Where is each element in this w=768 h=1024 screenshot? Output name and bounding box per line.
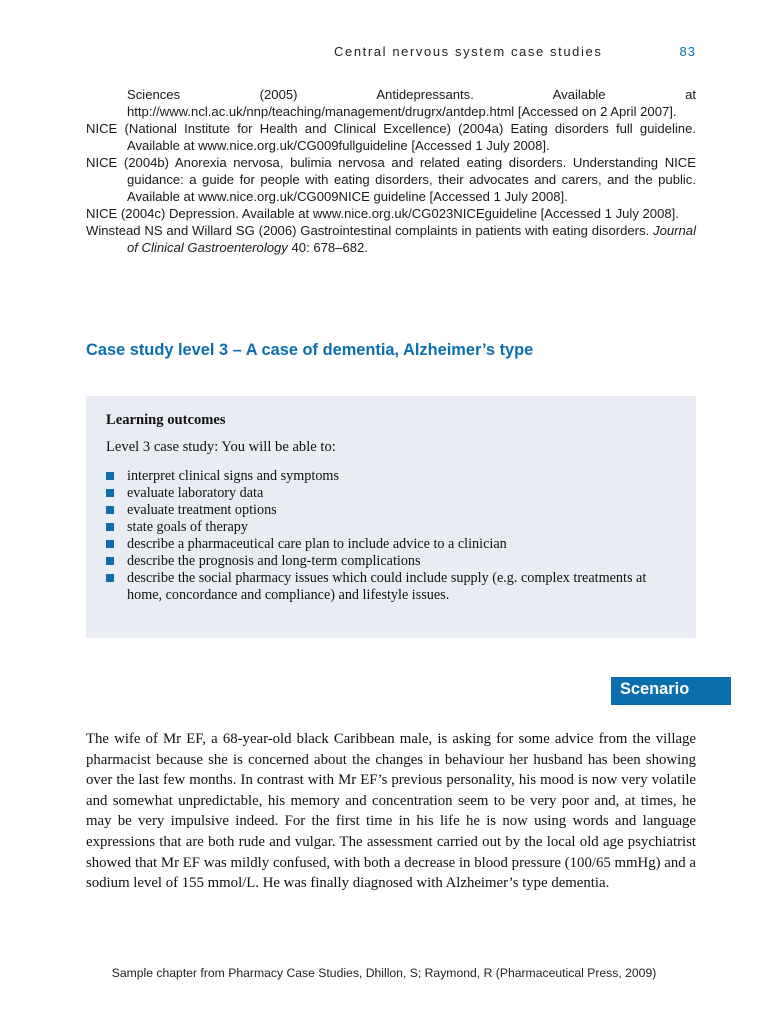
reference-item: NICE (National Institute for Health and Clinical Excellence) (2004a) Eating disorders full guideline. Available at www.nice.org.uk/CG009fullguideline [Accessed 1 July 2008]. <box>86 121 696 153</box>
scenario-paragraph: The wife of Mr EF, a 68-year-old black Caribbean male, is asking for some advice from the village pharmacist because she is concerned about the changes in behaviour her husband has been showing over the last few months. In contrast with Mr EF’s previous personality, his mood is now very volatile and somewhat unpredictable, his memory and concentration seem to be very poor and, at times, he may be very impulsive indeed. For the first time in his life he is now using words and language expressions that are both rude and vulgar. The assessment carried out by the local old age psychiatrist showed that Mr EF was mildly confused, with both a decrease in blood pressure (100/65 mmHg) and a sodium level of 155 mmol/L. He was finally diagnosed with Alzheimer’s type dementia. <box>86 731 696 892</box>
list-item <box>106 553 676 570</box>
reference-item: NICE (2004b) Anorexia nervosa, bulimia nervosa and related eating disorders. Understanding NICE guidance: a guide for people with eating disorders, their advocates and carers, and the public. Available at www.nice.org.uk/CG009NICE guideline [Accessed 1 July 2008]. <box>86 155 696 204</box>
square-bullet-icon <box>106 472 114 480</box>
page-footer: Sample chapter from Pharmacy Case Studies, Dhillon, S; Raymond, R (Pharmaceutical Press, 2009) <box>111 966 657 980</box>
list-item-text: describe the prognosis and long-term complications <box>127 553 421 569</box>
square-bullet-icon <box>106 506 114 514</box>
running-header <box>334 44 696 59</box>
list-item-text: state goals of therapy <box>127 519 248 535</box>
reference-item: Sciences (2005) Antidepressants. Available at http://www.ncl.ac.uk/nnp/teaching/management/drugrx/antdep.html [Accessed on 2 April 2007]. <box>127 87 696 119</box>
journal-title: Journal of Clinical Gastroenterology <box>127 223 696 255</box>
learning-outcomes-box <box>86 396 696 638</box>
list-item <box>106 519 676 536</box>
list-item-text: evaluate laboratory data <box>127 485 264 501</box>
page-number: 83 <box>679 44 696 59</box>
reference-text: Winstead NS and Willard SG (2006) Gastrointestinal complaints in patients with eating disorders. <box>86 223 654 238</box>
reference-item <box>86 222 696 256</box>
list-item-text: describe a pharmaceutical care plan to include advice to a clinician <box>127 536 507 552</box>
list-item-text: interpret clinical signs and symptoms <box>127 468 339 484</box>
list-item-text: describe the social pharmacy issues which could include supply (e.g. complex treatments at home, concordance and compliance) and lifestyle issues. <box>127 570 647 603</box>
scenario-label: Scenario <box>611 677 731 705</box>
reference-text: 40: 678–682. <box>287 240 368 255</box>
list-item <box>106 536 676 553</box>
square-bullet-icon <box>106 523 114 531</box>
list-item <box>106 502 676 519</box>
list-item <box>106 485 676 502</box>
learning-outcomes-list <box>106 468 676 604</box>
reference-item: NICE (2004c) Depression. Available at www.nice.org.uk/CG023NICEguideline [Accessed 1 July 2008]. <box>86 206 679 221</box>
list-item-text: evaluate treatment options <box>127 502 277 518</box>
square-bullet-icon <box>106 574 114 582</box>
list-item <box>106 570 676 604</box>
learning-outcomes-intro: Level 3 case study: You will be able to: <box>106 439 336 455</box>
running-header-title: Central nervous system case studies <box>334 44 603 59</box>
reference-list <box>86 86 696 256</box>
square-bullet-icon <box>106 540 114 548</box>
case-study-heading: Case study level 3 – A case of dementia, Alzheimer’s type <box>86 341 534 359</box>
learning-outcomes-title: Learning outcomes <box>106 412 226 428</box>
list-item <box>106 468 676 485</box>
square-bullet-icon <box>106 489 114 497</box>
square-bullet-icon <box>106 557 114 565</box>
